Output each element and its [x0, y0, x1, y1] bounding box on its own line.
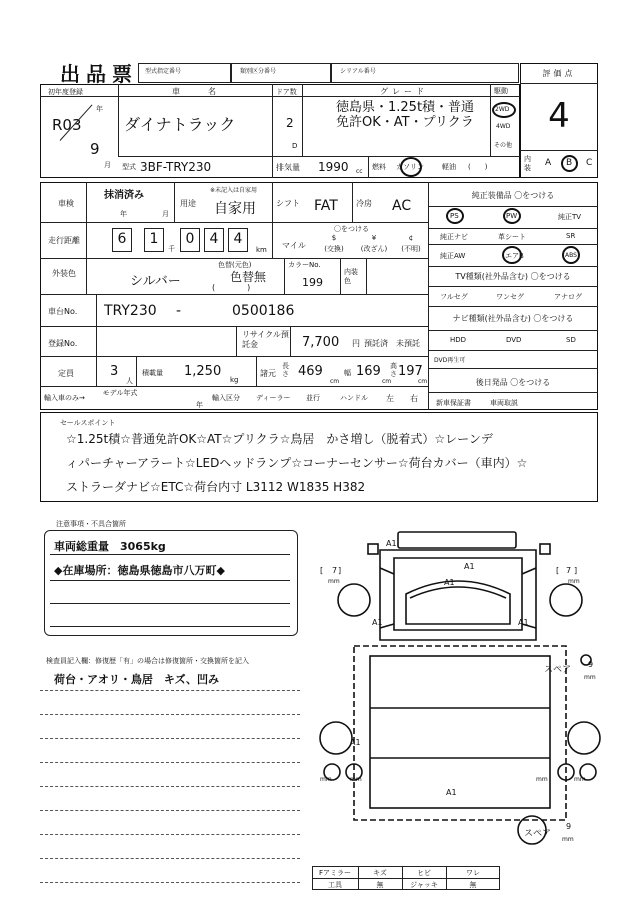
mileage-opt1-sym: $	[331, 234, 337, 242]
color-label: 外装色	[52, 269, 76, 278]
color-value: シルバー	[130, 274, 181, 289]
equip-airbag: エアB	[505, 252, 524, 260]
first-reg-month: 9	[90, 140, 100, 158]
first-reg-year-label: 年	[96, 105, 103, 113]
interior-a: A	[545, 158, 552, 168]
width-value: 169	[356, 364, 381, 379]
mileage-opt2-sym: ¥	[371, 234, 377, 242]
length-value: 469	[298, 364, 323, 379]
model-label: 型式	[122, 163, 136, 171]
import-label: 輸入車のみ→	[44, 394, 85, 402]
mileage-km: km	[256, 246, 267, 254]
color-no-label: カラーNo.	[288, 261, 321, 269]
mileage-hint: 〇をつける	[334, 225, 369, 233]
fuel-gasoline: ガソリン	[396, 163, 424, 171]
after-manual: 車両取説	[490, 399, 518, 407]
drive-other: その他	[494, 142, 513, 149]
shift-value: FAT	[314, 198, 338, 214]
rear-tire-left2-unit: mm	[350, 776, 362, 783]
import-right: 右	[410, 394, 418, 403]
dims-label: 諸元	[260, 369, 276, 378]
bt-h4: ワレ	[466, 869, 480, 877]
first-reg-month-label: 月	[104, 161, 111, 169]
import-model-year-label: モデル年式	[102, 389, 138, 397]
spare-label-2: スペア	[524, 829, 552, 839]
recycle-deposited: 預託済	[364, 339, 388, 348]
nav-sd: SD	[566, 336, 576, 344]
doors-value: 2	[286, 116, 294, 130]
rear-tire-right2-unit: mm	[574, 776, 586, 783]
tire-fr-unit: mm	[568, 578, 580, 585]
fuel-diesel: 軽油	[442, 163, 456, 171]
equip-leather: 革シート	[498, 233, 526, 241]
mark-cab-right: A1	[464, 562, 475, 571]
rear-tire-right-unit: mm	[536, 776, 548, 783]
fuel-paren: ( )	[468, 163, 488, 171]
shift-label: シフト	[276, 199, 300, 208]
tire-fl-unit: mm	[328, 578, 340, 585]
seats-value: 3	[110, 364, 119, 379]
purpose-value: 自家用	[214, 201, 256, 217]
repaint-paren: ( )	[212, 283, 251, 292]
inspection-month: 月	[162, 210, 169, 218]
mileage-opt1: (交換)	[324, 245, 344, 253]
drive-4wd: 4WD	[496, 123, 511, 130]
displacement-value: 1990	[318, 160, 349, 174]
import-dealer: ディーラー	[256, 394, 291, 402]
fuel-label: 燃料	[372, 163, 386, 171]
mileage-opt3-sym: ¢	[408, 234, 414, 242]
mileage-digit-5: 4	[233, 231, 243, 247]
tire-fr: 7	[566, 566, 572, 575]
mark-door-left: A1	[372, 618, 383, 627]
inspection-status: 抹消済み	[104, 190, 144, 201]
equip-pw: PW	[506, 212, 518, 220]
tv-oneseg: ワンセグ	[496, 293, 524, 301]
purpose-note: ※未記入は自家用	[210, 187, 258, 194]
width-unit: cm	[382, 378, 392, 385]
mileage-opt2: (改ざん)	[360, 245, 388, 253]
car-name: ダイナトラック	[124, 115, 236, 134]
inspector-label: 検査員記入欄：修復歴「有」の場合は修復箇所・交換箇所を記入	[46, 657, 249, 665]
import-left: 左	[386, 394, 394, 403]
tv-fullseg: フルセグ	[440, 293, 468, 301]
repaint-label: 色替(元色)	[218, 261, 252, 269]
purpose-label: 用途	[180, 199, 196, 208]
form-title: 出品票	[60, 62, 138, 86]
load-kg: kg	[230, 376, 239, 384]
mark-cab-top: A1	[386, 539, 397, 548]
displacement-label: 排気量	[276, 163, 300, 172]
interior-c: C	[586, 158, 593, 168]
score-value: 4	[548, 96, 570, 136]
seats-label: 定員	[58, 369, 74, 378]
bt-h3: ヒビ	[417, 869, 431, 877]
first-reg-label: 初年度登録	[48, 88, 83, 96]
rear-tire-left-unit: mm	[320, 776, 332, 783]
equip-aw: 純正AW	[440, 252, 466, 260]
mileage-thousand: 千	[168, 245, 175, 253]
mark-tailgate: A1	[446, 788, 457, 797]
bt-r4: 無	[469, 881, 477, 889]
ac-label: 冷房	[356, 199, 372, 208]
spare-unit-2: mm	[562, 836, 574, 843]
tire-fl-bracket: [	[320, 566, 324, 575]
repaint-value: 色替無	[230, 270, 267, 284]
height-value: 197	[398, 364, 423, 379]
car-name-label: 車 名	[172, 87, 226, 96]
doors-suffix: D	[292, 142, 298, 150]
inspector-note: 荷台・アオリ・鳥居 キズ、凹み	[54, 673, 219, 686]
mile-label: マイル	[282, 241, 306, 250]
nav-hdd: HDD	[450, 336, 467, 344]
import-category-label: 輸入区分	[212, 394, 240, 402]
mileage-label: 走行距離	[48, 236, 80, 245]
equipment-title: 純正装備品 〇をつける	[471, 191, 555, 200]
notes-location: ◆在庫場所：徳島県徳島市八万町◆	[54, 564, 225, 577]
grade-value: 徳島県・1.25t積・普通免許OK・AT・プリクラ	[336, 100, 475, 130]
displacement-unit: cc	[356, 168, 363, 175]
score-label: 評価点	[542, 69, 576, 78]
spare-value-2: 9	[566, 822, 572, 831]
after-warranty: 新車保証書	[436, 399, 471, 407]
dvd-play-label: DVD再生可	[434, 357, 466, 364]
mileage-digit-3: 0	[185, 231, 195, 247]
chassis-number: 0500186	[232, 303, 295, 319]
notes-gvw: 車両総重量 3065kg	[54, 540, 166, 553]
spare-label-1: スペア	[544, 665, 572, 675]
bt-h2: キズ	[373, 869, 387, 877]
bt-h1: Fアミラー	[318, 869, 352, 877]
nav-title: ナビ種類(社外品含む) 〇をつける	[452, 314, 574, 323]
interior-color-label: 内装色	[344, 268, 358, 285]
sales-line-3: ストラーダナビ☆ETC☆荷台内寸 L3112 W1835 H382	[66, 480, 366, 494]
equip-sr: SR	[566, 232, 576, 240]
equip-nav: 純正ナビ	[440, 233, 468, 241]
sales-points-label: セールスポイント	[60, 419, 116, 427]
tire-fl: 7	[332, 566, 338, 575]
import-handle-label: ハンドル	[340, 394, 368, 402]
recycle-fee: 7,700	[302, 335, 340, 350]
recycle-label: リサイクル預託金	[242, 330, 289, 349]
aftermarket-title: 後日発品 〇をつける	[475, 378, 551, 387]
seats-unit: 人	[126, 377, 133, 385]
sales-line-2: ィパーチャーアラート☆LEDヘッドランプ☆コーナーセンサー☆荷台カバー（車内）☆	[66, 456, 528, 470]
load-value: 1,250	[184, 364, 222, 379]
load-label: 積載量	[142, 369, 163, 377]
doors-label: ドア数	[276, 88, 297, 96]
length-unit: cm	[330, 378, 340, 385]
nav-dvd: DVD	[506, 336, 522, 344]
serial-label: シリアル番号	[340, 68, 376, 75]
recycle-not-deposited: 未預託	[396, 339, 420, 348]
inspection-label: 車検	[58, 199, 74, 208]
chassis-dash: -	[176, 303, 182, 319]
sales-line-1: ☆1.25t積☆普通免許OK☆AT☆プリクラ☆鳥居 かさ増し（脱着式）☆レーンデ	[66, 432, 493, 446]
mark-door-right: A1	[518, 618, 529, 627]
chassis-label: 車台No.	[48, 307, 78, 316]
color-no-value: 199	[302, 276, 323, 289]
category-label: 類別区分番号	[240, 68, 277, 75]
mileage-digit-2: 1	[149, 231, 159, 247]
length-label: 長さ	[282, 362, 289, 378]
interior-label: 内装	[524, 155, 531, 172]
height-unit: cm	[418, 378, 428, 385]
tv-analog: アナログ	[554, 293, 582, 301]
grade-label: グレード	[380, 87, 428, 96]
drive-2wd: 2WD	[495, 106, 510, 113]
mark-bed-left: A1	[350, 738, 361, 747]
import-year: 年	[196, 401, 203, 409]
spare-value-1: 9	[588, 660, 594, 669]
vehicle-diagram	[310, 528, 610, 868]
mileage-opt3: (不明)	[401, 245, 421, 253]
bt-r1: 工具	[328, 881, 342, 889]
recycle-yen: 円	[352, 339, 360, 348]
tv-title: TV種類(社外品含む) 〇をつける	[455, 272, 571, 281]
model-value: 3BF-TRY230	[140, 160, 212, 174]
ac-value: AC	[392, 198, 412, 214]
model-cert-label: 型式指定番号	[145, 68, 182, 75]
spare-unit-1: mm	[584, 674, 596, 681]
mileage-digit-1: 6	[117, 231, 127, 247]
equip-abs: ABS	[565, 252, 577, 259]
interior-b: B	[566, 158, 573, 168]
notes-label: 注意事項・不具合箇所	[56, 520, 126, 528]
chassis-model: TRY230	[104, 303, 157, 319]
first-reg-era-year: R03	[52, 116, 82, 134]
width-label: 幅	[344, 369, 351, 377]
bt-r2: 無	[376, 881, 384, 889]
equip-tv: 純正TV	[558, 213, 582, 221]
inspection-year: 年	[120, 210, 127, 218]
bt-r3: ジャッキ	[410, 881, 438, 889]
registration-label: 登録No.	[48, 339, 78, 348]
mark-hood: A1	[444, 578, 455, 587]
equip-ps: PS	[450, 212, 459, 220]
drive-label: 駆動	[494, 87, 508, 95]
import-parallel: 並行	[306, 394, 320, 402]
height-label: 高さ	[390, 362, 397, 378]
mileage-digit-4: 4	[209, 231, 219, 247]
